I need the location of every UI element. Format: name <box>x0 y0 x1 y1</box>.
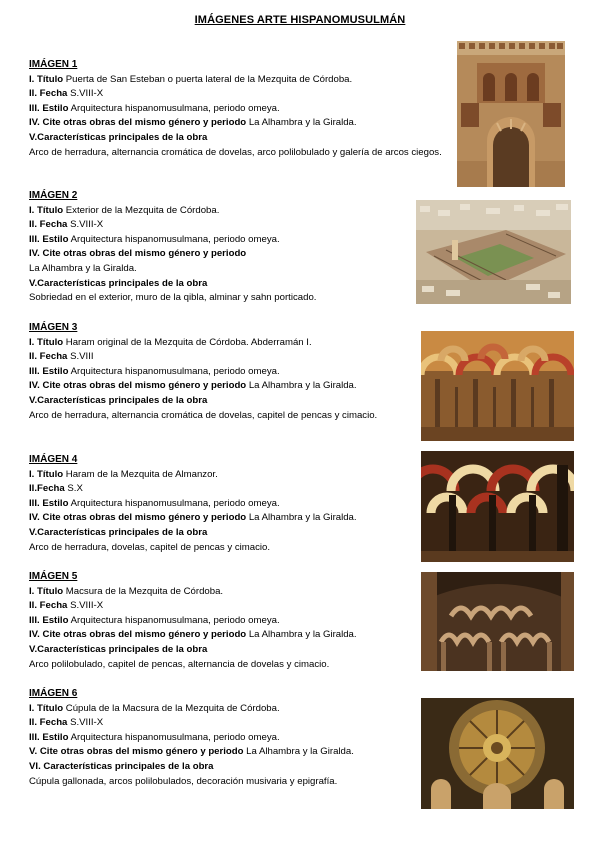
estilo-value: Arquitectura hispanomusulmana, periodo omeya. <box>70 731 280 743</box>
cite-label: IV. Cite otras obras del mismo género y periodo <box>29 380 247 392</box>
titulo-value: Cúpula de la Macsura de la Mezquita de Córdoba. <box>65 702 280 714</box>
entry-3 <box>29 321 411 423</box>
estilo-label: III. Estilo <box>29 102 69 114</box>
fecha-label: II.Fecha <box>29 483 65 495</box>
titulo-value: Puerta de San Esteban o puerta lateral de la Mezquita de Córdoba. <box>65 73 353 85</box>
cite-value: La Alhambra y la Giralda. <box>29 262 137 274</box>
entry-heading: IMÁGEN 1 <box>29 59 78 70</box>
entry-6 <box>29 687 411 789</box>
estilo-value: Arquitectura hispanomusulmana, periodo omeya. <box>70 233 280 245</box>
photo-exterior-mezquita <box>416 200 571 304</box>
photo-puerta-san-esteban <box>457 41 565 187</box>
fecha-label: II. Fecha <box>29 351 68 363</box>
cite-label: IV. Cite otras obras del mismo género y periodo <box>29 629 247 641</box>
fecha-value: S.VIII-X <box>70 717 104 729</box>
photo-haram-almanzor <box>421 451 574 562</box>
entry-2 <box>29 189 409 306</box>
cite-label: IV. Cite otras obras del mismo género y periodo <box>29 117 247 129</box>
titulo-value: Haram de la Mezquita de Almanzor. <box>65 468 218 480</box>
cite-label: IV. Cite otras obras del mismo género y periodo <box>29 512 247 524</box>
titulo-value: Haram original de la Mezquita de Córdoba. Abderramán I. <box>65 336 312 348</box>
fecha-label: II. Fecha <box>29 88 68 100</box>
estilo-value: Arquitectura hispanomusulmana, periodo omeya. <box>70 102 280 114</box>
entry-5 <box>29 570 411 672</box>
caract-value: Arco de herradura, dovelas, capitel de pencas y cimacio. <box>29 541 271 553</box>
cite-label: V. Cite otras obras del mismo género y periodo <box>29 746 244 758</box>
cite-value: La Alhambra y la Giralda. <box>248 512 357 524</box>
estilo-label: III. Estilo <box>29 233 69 245</box>
fecha-value: S.VIII-X <box>70 219 104 231</box>
caract-value: Cúpula gallonada, arcos polilobulados, decoración musivaria y epigrafía. <box>29 775 338 787</box>
entry-heading: IMÁGEN 3 <box>29 322 78 333</box>
titulo-label: I. Título <box>29 73 64 85</box>
fecha-value: S.X <box>67 483 83 495</box>
titulo-label: I. Título <box>29 702 64 714</box>
fecha-label: II. Fecha <box>29 717 68 729</box>
estilo-value: Arquitectura hispanomusulmana, periodo omeya. <box>70 497 280 509</box>
titulo-value: Exterior de la Mezquita de Córdoba. <box>65 204 220 216</box>
entry-heading: IMÁGEN 2 <box>29 190 78 201</box>
caract-value: Arco de herradura, alternancia cromática de dovelas, capitel de pencas y cimacio. <box>29 409 378 421</box>
photo-cupula-macsura <box>421 698 574 809</box>
photo-macsura <box>421 572 574 671</box>
caract-label: V.Características principales de la obra <box>29 394 208 406</box>
estilo-label: III. Estilo <box>29 497 69 509</box>
estilo-value: Arquitectura hispanomusulmana, periodo omeya. <box>70 614 280 626</box>
estilo-label: III. Estilo <box>29 614 69 626</box>
fecha-label: II. Fecha <box>29 600 68 612</box>
entry-4 <box>29 453 411 555</box>
estilo-label: III. Estilo <box>29 731 69 743</box>
entry-heading: IMÁGEN 6 <box>29 688 78 699</box>
titulo-value: Macsura de la Mezquita de Córdoba. <box>65 585 224 597</box>
cite-label: IV. Cite otras obras del mismo género y periodo <box>29 248 247 260</box>
fecha-value: S.VIII-X <box>70 600 104 612</box>
estilo-label: III. Estilo <box>29 365 69 377</box>
estilo-value: Arquitectura hispanomusulmana, periodo omeya. <box>70 365 280 377</box>
fecha-value: S.VIII-X <box>70 88 104 100</box>
entry-1 <box>29 58 447 160</box>
caract-label: VI. Características principales de la obra <box>29 760 214 772</box>
titulo-label: I. Título <box>29 468 64 480</box>
caract-label: V.Características principales de la obra <box>29 526 208 538</box>
cite-value: La Alhambra y la Giralda. <box>246 746 354 758</box>
caract-value: Arco de herradura, alternancia cromática de dovelas, arco polilobulado y galería de arcos ciegos. <box>29 146 442 158</box>
titulo-label: I. Título <box>29 336 64 348</box>
page-title: IMÁGENES ARTE HISPANOMUSULMÁN <box>194 14 406 26</box>
fecha-value: S.VIII <box>70 351 94 363</box>
titulo-label: I. Título <box>29 585 64 597</box>
entry-heading: IMÁGEN 4 <box>29 454 78 465</box>
cite-value: La Alhambra y la Giralda. <box>248 117 357 129</box>
titulo-label: I. Título <box>29 204 64 216</box>
entry-heading: IMÁGEN 5 <box>29 571 78 582</box>
fecha-label: II. Fecha <box>29 219 68 231</box>
caract-value: Arco polilobulado, capitel de pencas, alternancia de dovelas y cimacio. <box>29 658 330 670</box>
photo-haram-original <box>421 331 574 441</box>
cite-value: La Alhambra y la Giralda. <box>248 629 357 641</box>
caract-label: V.Características principales de la obra <box>29 131 208 143</box>
caract-value: Sobriedad en el exterior, muro de la qibla, alminar y sahn porticado. <box>29 292 317 304</box>
caract-label: V.Características principales de la obra <box>29 277 208 289</box>
caract-label: V.Características principales de la obra <box>29 643 208 655</box>
cite-value: La Alhambra y la Giralda. <box>248 380 357 392</box>
